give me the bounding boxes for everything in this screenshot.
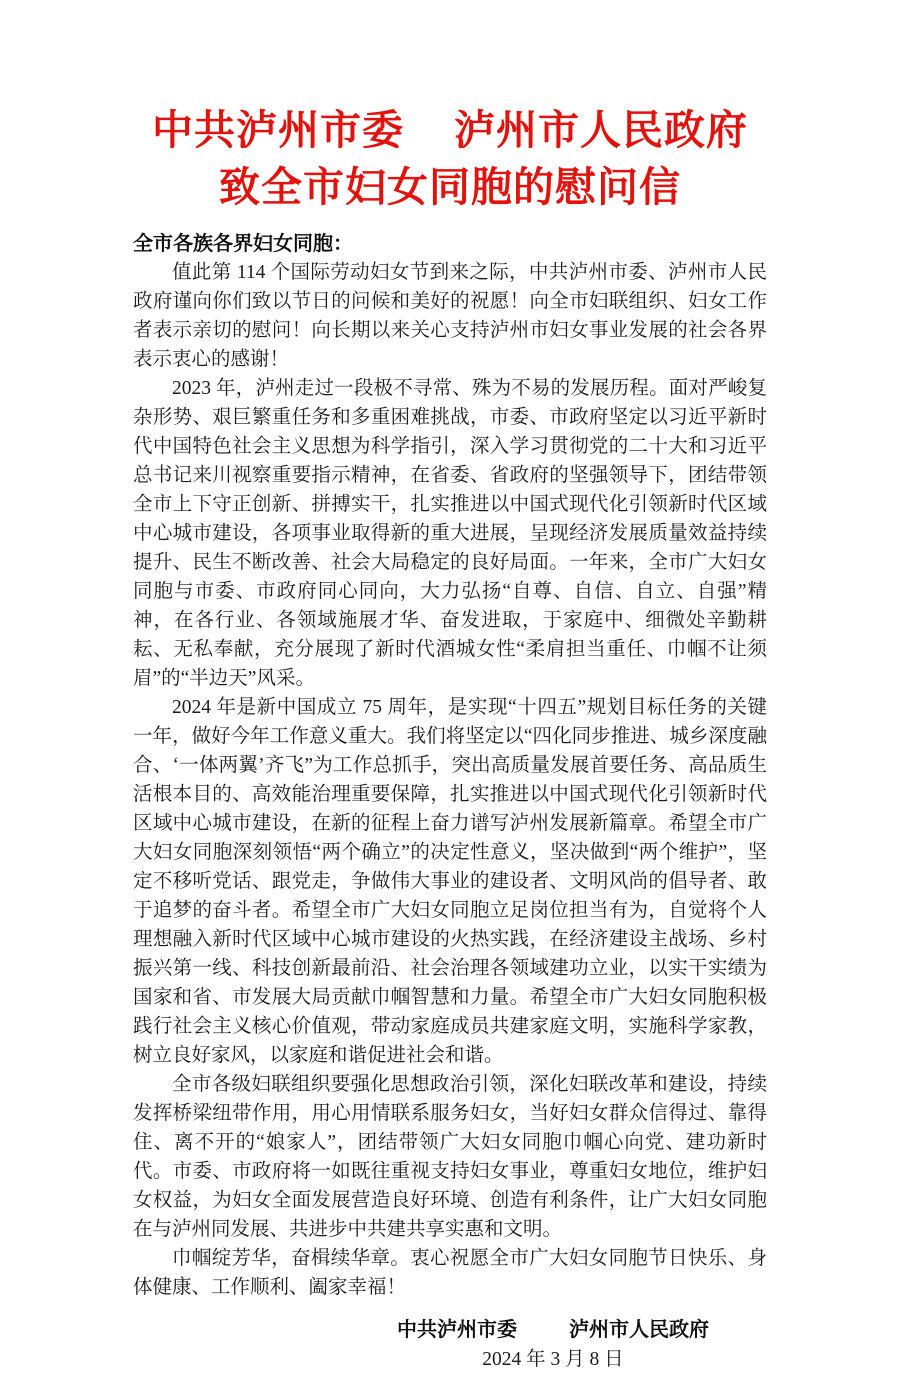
date-line: 2024 年 3 月 8 日 [482,1349,624,1370]
salutation: 全市各族各界妇女同胞： [133,233,353,255]
letter-title [133,102,767,216]
body-paragraph-2: 2023 年，泸州走过一段极不寻常、殊为不易的发展历程。面对严峻复杂形势、艰巨繁重任务和多重困难挑战，市委、市政府坚定以习近平新时代中国特色社会主义思想为科学指引，深入学习贯彻党的二十大和习近平总书记来川视察重要指示精神，在省委、省政府的坚强领导下，团结带领全市上下守正创新、拼搏实干，扎实推进以中国式现代化引领新时代区域中心城市建设，各项事业取得新的重大进展，呈现经济发展质量效益持续提升、民生不断改善、社会大局稳定的良好局面。一年来，全市广大妇女同胞与市委、市政府同心同向，大力弘扬“自尊、自信、自立、自强”精神，在各行业、各领域施展才华、奋发进取，于家庭中、细微处辛勤耕耘、无私奉献，充分展现了新时代酒城女性“柔肩担当重任、巾帼不让须眉”的“半边天”风采。 [133,378,767,689]
body-paragraph-1: 值此第 114 个国际劳动妇女节到来之际，中共泸州市委、泸州市人民政府谨向你们致以节日的问候和美好的祝愿！向全市妇联组织、妇女工作者表示亲切的慰问！向长期以来关心支持泸州市妇女事业发展的社会各界表示衷心的感谢！ [133,262,767,370]
body-paragraph-5: 巾帼绽芳华，奋楫续华章。衷心祝愿全市广大妇女同胞节日快乐、身体健康、工作顺利、阖家幸福！ [133,1248,767,1298]
letter-title-line1 [133,102,767,159]
signature-org-government: 泸州市人民政府 [569,1319,709,1341]
letter-title-line2: 致全市妇女同胞的慰问信 [219,164,681,210]
body-paragraph-3: 2024 年是新中国成立 75 周年，是实现“十四五”规划目标任务的关键一年，做好今年工作意义重大。我们将坚定以“四化同步推进、城乡深度融合、‘一体两翼’齐飞”为工作总抓手，突出高质量发展首要任务、高品质生活根本目的、高效能治理重要保障，扎实推进以中国式现代化引领新时代区域中心城市建设，在新的征程上奋力谱写泸州发展新篇章。希望全市广大妇女同胞深刻领悟“两个确立”的决定性意义，坚决做到“两个维护”，坚定不移听党话、跟党走，争做伟大事业的建设者、文明风尚的倡导者、敢于追梦的奋斗者。希望全市广大妇女同胞立足岗位担当有为，自觉将个人理想融入新时代区域中心城市建设的火热实践，在经济建设主战场、乡村振兴第一线、科技创新最前沿、社会治理各领域建功立业，以实干实绩为国家和省、市发展大局贡献巾帼智慧和力量。希望全市广大妇女同胞积极践行社会主义核心价值观，带动家庭成员共建家庭文明，实施科学家教，树立良好家风，以家庭和谐促进社会和谐。 [133,697,767,1066]
letter-body [133,258,767,1302]
title-org-committee: 中共泸州市委 [152,107,404,153]
signature-org-committee: 中共泸州市委 [397,1319,517,1341]
body-paragraph-4: 全市各级妇联组织要强化思想政治引领，深化妇联改革和建设，持续发挥桥梁纽带作用，用心用情联系服务妇女，当好妇女群众信得过、靠得住、离不开的“娘家人”，团结带领广大妇女同胞巾帼心向党、建功新时代。市委、市政府将一如既往重视支持妇女事业，尊重妇女地位，维护妇女权益，为妇女全面发展营造良好环境、创造有利条件，让广大妇女同胞在与泸州同发展、共进步中共建共享实惠和文明。 [133,1074,767,1240]
title-org-government: 泸州市人民政府 [454,107,748,153]
signature-block [236,1316,870,1344]
